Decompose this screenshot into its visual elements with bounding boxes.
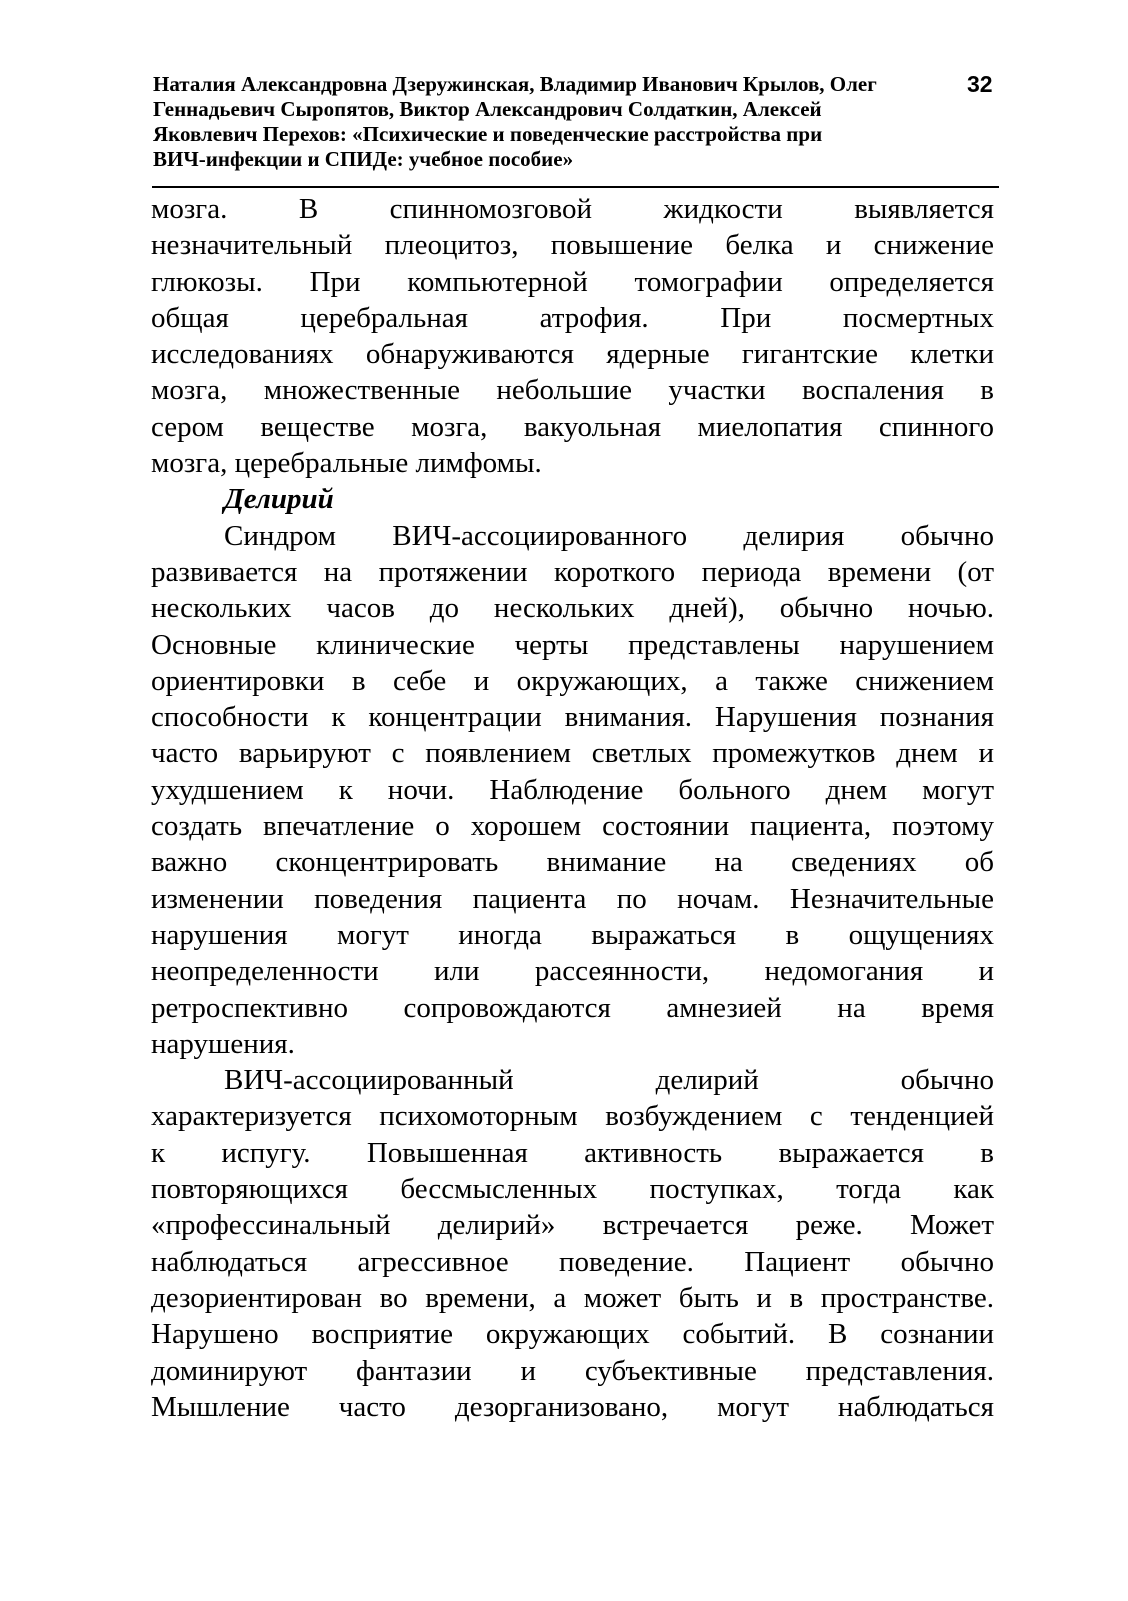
text-line: Основные клинические черты представлены нарушением xyxy=(151,628,994,661)
text-line: глюкозы. При компьютерной томографии определяется xyxy=(151,265,994,298)
text-line: нарушения. xyxy=(151,1027,295,1060)
text-line: ретроспективно сопровождаются амнезией на время xyxy=(151,991,994,1024)
text-line: Мышление часто дезорганизовано, могут наблюдаться xyxy=(151,1390,994,1423)
text-line: ориентировки в себе и окружающих, а также снижением xyxy=(151,664,994,697)
text-line: мозга. В спинномозговой жидкости выявляется xyxy=(151,193,994,225)
text-line: «профессинальный делирий» встречается реже. Может xyxy=(151,1209,994,1242)
text-line: наблюдаться агрессивное поведение. Пациент обычно xyxy=(151,1245,994,1278)
text-line: Синдром ВИЧ-ассоциированного делирия обычно xyxy=(224,519,994,552)
text-line: характеризуется психомоторным возбуждением с тенденцией xyxy=(151,1100,994,1133)
section-heading: Делирий xyxy=(224,483,334,516)
text-line: развивается на протяжении короткого периода времени (от xyxy=(151,555,994,588)
text-line: дезориентирован во времени, а может быть и в пространстве. xyxy=(151,1281,994,1314)
text-line: общая церебральная атрофия. При посмертных xyxy=(151,301,994,334)
text-line: Нарушено восприятие окружающих событий. В сознании xyxy=(151,1318,994,1351)
header-line: Наталия Александровна Дзеружинская, Владимир Иванович Крылов, Олег xyxy=(153,72,877,96)
text-line: способности к концентрации внимания. Нарушения познания xyxy=(151,701,994,734)
header-line: Яковлевич Перехов: «Психические и поведенческие расстройства при xyxy=(153,122,823,146)
header-line: Геннадьевич Сыропятов, Виктор Александрович Солдаткин, Алексей xyxy=(153,97,822,121)
text-line: изменении поведения пациента по ночам. Незначительные xyxy=(151,882,994,915)
running-header xyxy=(153,72,993,172)
text-line: повторяющихся бессмысленных поступках, тогда как xyxy=(151,1173,994,1206)
text-line: сером веществе мозга, вакуольная миелопатия спинного xyxy=(151,410,994,443)
text-line: ВИЧ-ассоциированный делирий обычно xyxy=(224,1064,994,1097)
text-line: незначительный плеоцитоз, повышение белка и снижение xyxy=(151,229,994,262)
header-divider xyxy=(152,186,999,188)
text-line: создать впечатление о хорошем состоянии пациента, поэтому xyxy=(151,810,994,843)
text-line: исследованиях обнаруживаются ядерные гигантские клетки xyxy=(151,338,994,371)
text-line: нарушения могут иногда выражаться в ощущениях xyxy=(151,918,994,951)
text-line: часто варьируют с появлением светлых промежутков днем и xyxy=(151,737,994,770)
text-line: мозга, церебральные лимфомы. xyxy=(151,447,542,480)
text-line: неопределенности или рассеянности, недомогания и xyxy=(151,955,994,988)
text-line: к испугу. Повышенная активность выражается в xyxy=(151,1136,994,1169)
text-line: важно сконцентрировать внимание на сведениях об xyxy=(151,846,994,879)
page-number: 32 xyxy=(967,71,993,97)
header-line: ВИЧ-инфекции и СПИДе: учебное пособие» xyxy=(153,147,574,171)
text-line: ухудшением к ночи. Наблюдение больного днем могут xyxy=(151,773,994,806)
text-line: нескольких часов до нескольких дней), обычно ночью. xyxy=(151,592,994,625)
body-text xyxy=(151,191,994,1425)
text-line: мозга, множественные небольшие участки воспаления в xyxy=(151,374,994,407)
text-line: доминируют фантазии и субъективные представления. xyxy=(151,1354,994,1387)
